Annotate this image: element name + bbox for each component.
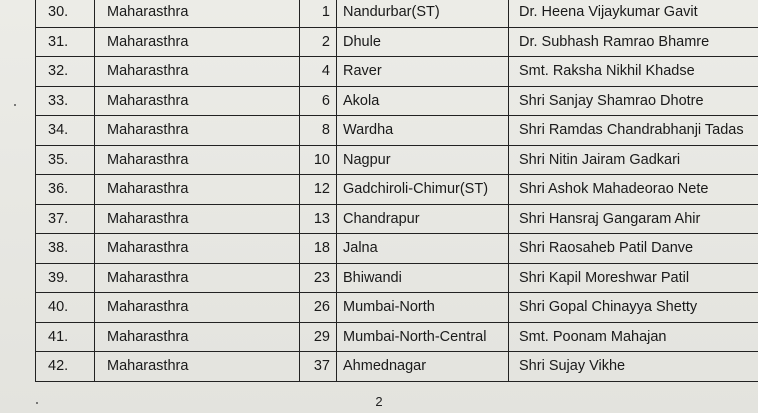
state-cell: Maharasthra [95,204,300,234]
candidate-name-cell: Shri Ashok Mahadeorao Nete [509,175,758,205]
constituency-name-cell: Akola [337,86,509,116]
constituency-name-cell: Ahmednagar [337,352,509,382]
constituency-number-cell: 8 [300,116,337,146]
serial-number-cell: 31. [36,27,95,57]
constituency-name-cell: Nagpur [337,145,509,175]
serial-number-cell: 35. [36,145,95,175]
serial-number-cell: 38. [36,234,95,264]
paper-speck [14,104,16,106]
table-row [36,322,758,352]
state-cell: Maharasthra [95,0,300,27]
constituency-name-cell: Mumbai-North-Central [337,322,509,352]
constituency-number-cell: 29 [300,322,337,352]
table-row [36,0,758,27]
constituency-name-cell: Dhule [337,27,509,57]
serial-number-cell: 32. [36,57,95,87]
serial-number-cell: 34. [36,116,95,146]
state-cell: Maharasthra [95,175,300,205]
serial-number-cell: 40. [36,293,95,323]
state-cell: Maharasthra [95,293,300,323]
serial-number-cell: 36. [36,175,95,205]
state-cell: Maharasthra [95,145,300,175]
constituency-name-cell: Bhiwandi [337,263,509,293]
candidate-name-cell: Dr. Heena Vijaykumar Gavit [509,0,758,27]
serial-number-cell: 33. [36,86,95,116]
table-row [36,293,758,323]
candidate-name-cell: Shri Raosaheb Patil Danve [509,234,758,264]
constituency-number-cell: 6 [300,86,337,116]
table-row [36,204,758,234]
constituency-number-cell: 23 [300,263,337,293]
table-row [36,352,758,382]
state-cell: Maharasthra [95,57,300,87]
constituency-number-cell: 13 [300,204,337,234]
state-cell: Maharasthra [95,116,300,146]
table-row [36,116,758,146]
candidate-name-cell: Shri Nitin Jairam Gadkari [509,145,758,175]
candidate-name-cell: Shri Sanjay Shamrao Dhotre [509,86,758,116]
table-row [36,263,758,293]
table-row [36,175,758,205]
candidate-name-cell: Dr. Subhash Ramrao Bhamre [509,27,758,57]
constituency-name-cell: Chandrapur [337,204,509,234]
constituency-name-cell: Gadchiroli-Chimur(ST) [337,175,509,205]
state-cell: Maharasthra [95,234,300,264]
candidate-name-cell: Shri Sujay Vikhe [509,352,758,382]
constituency-number-cell: 12 [300,175,337,205]
page-number: 2 [375,394,383,409]
candidate-name-cell: Shri Kapil Moreshwar Patil [509,263,758,293]
serial-number-cell: 30. [36,0,95,27]
state-cell: Maharasthra [95,263,300,293]
serial-number-cell: 41. [36,322,95,352]
constituency-number-cell: 2 [300,27,337,57]
state-cell: Maharasthra [95,352,300,382]
constituency-number-cell: 18 [300,234,337,264]
table-row [36,234,758,264]
table-row [36,57,758,87]
table-row [36,145,758,175]
state-cell: Maharasthra [95,86,300,116]
constituency-number-cell: 10 [300,145,337,175]
serial-number-cell: 42. [36,352,95,382]
constituency-name-cell: Jalna [337,234,509,264]
constituency-name-cell: Nandurbar(ST) [337,0,509,27]
table-row [36,27,758,57]
constituency-name-cell: Raver [337,57,509,87]
candidate-table-body [36,0,758,381]
constituency-number-cell: 37 [300,352,337,382]
constituency-number-cell: 4 [300,57,337,87]
candidate-name-cell: Shri Hansraj Gangaram Ahir [509,204,758,234]
state-cell: Maharasthra [95,322,300,352]
constituency-name-cell: Mumbai-North [337,293,509,323]
serial-number-cell: 37. [36,204,95,234]
candidate-name-cell: Shri Gopal Chinayya Shetty [509,293,758,323]
constituency-number-cell: 1 [300,0,337,27]
constituency-number-cell: 26 [300,293,337,323]
candidate-name-cell: Smt. Raksha Nikhil Khadse [509,57,758,87]
candidate-name-cell: Shri Ramdas Chandrabhanji Tadas [509,116,758,146]
candidate-table [35,0,758,382]
state-cell: Maharasthra [95,27,300,57]
constituency-name-cell: Wardha [337,116,509,146]
candidate-name-cell: Smt. Poonam Mahajan [509,322,758,352]
serial-number-cell: 39. [36,263,95,293]
table-row [36,86,758,116]
